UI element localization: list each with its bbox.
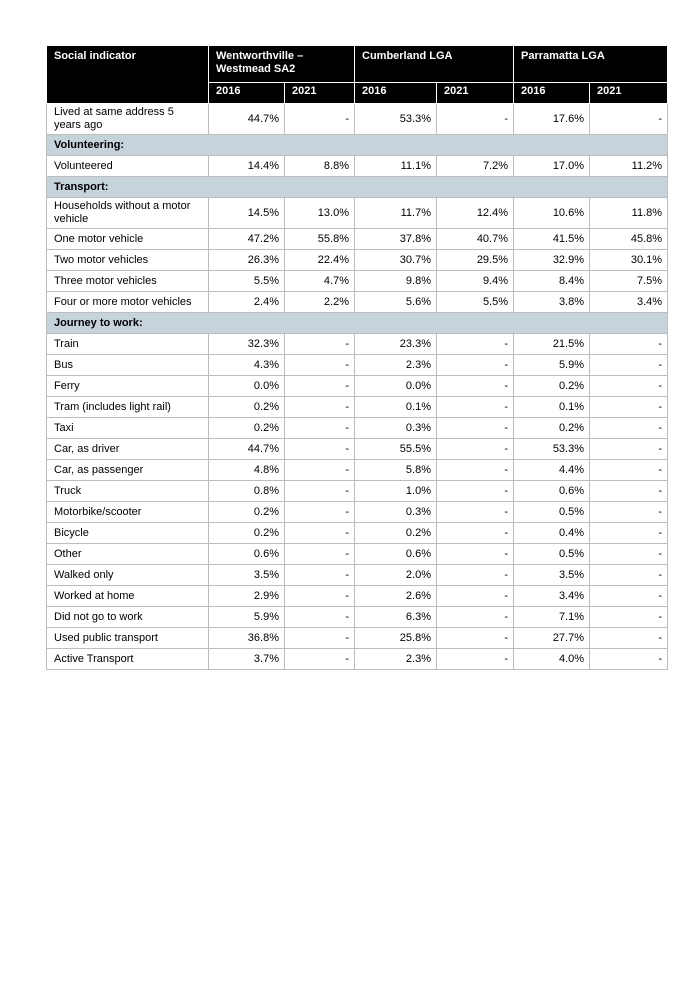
value-cell: 0.4% — [514, 523, 590, 544]
row-label: Car, as passenger — [47, 460, 209, 481]
value-cell: - — [590, 628, 668, 649]
value-cell: 14.4% — [209, 156, 285, 177]
row-label: Train — [47, 334, 209, 355]
value-cell: 0.8% — [209, 481, 285, 502]
value-cell: 4.4% — [514, 460, 590, 481]
value-cell: 6.3% — [355, 607, 437, 628]
value-cell: 0.0% — [209, 376, 285, 397]
value-cell: 37.8% — [355, 229, 437, 250]
value-cell: - — [285, 523, 355, 544]
value-cell: 5.5% — [437, 292, 514, 313]
value-cell: 5.5% — [209, 271, 285, 292]
value-cell: - — [437, 334, 514, 355]
value-cell: - — [590, 481, 668, 502]
value-cell: 4.3% — [209, 355, 285, 376]
value-cell: 10.6% — [514, 198, 590, 229]
value-cell: - — [590, 355, 668, 376]
value-cell: - — [285, 334, 355, 355]
value-cell: 0.2% — [209, 418, 285, 439]
value-cell: - — [437, 544, 514, 565]
value-cell: 0.0% — [355, 376, 437, 397]
value-cell: 30.7% — [355, 250, 437, 271]
row-label: Other — [47, 544, 209, 565]
value-cell: 23.3% — [355, 334, 437, 355]
value-cell: 2.4% — [209, 292, 285, 313]
value-cell: - — [437, 418, 514, 439]
value-cell: 55.5% — [355, 439, 437, 460]
row-label: Ferry — [47, 376, 209, 397]
value-cell: 0.5% — [514, 502, 590, 523]
value-cell: - — [590, 418, 668, 439]
row-label: Active Transport — [47, 649, 209, 670]
value-cell: 1.0% — [355, 481, 437, 502]
value-cell: 36.8% — [209, 628, 285, 649]
value-cell: 0.1% — [514, 397, 590, 418]
row-label: Four or more motor vehicles — [47, 292, 209, 313]
table-row — [47, 628, 668, 649]
value-cell: 7.2% — [437, 156, 514, 177]
header-year: 2021 — [285, 83, 355, 104]
value-cell: 13.0% — [285, 198, 355, 229]
value-cell: 0.2% — [514, 418, 590, 439]
value-cell: 12.4% — [437, 198, 514, 229]
row-label: Households without a motor vehicle — [47, 198, 209, 229]
value-cell: 53.3% — [355, 104, 437, 135]
value-cell: 5.8% — [355, 460, 437, 481]
row-label: Tram (includes light rail) — [47, 397, 209, 418]
value-cell: - — [437, 607, 514, 628]
value-cell: 47.2% — [209, 229, 285, 250]
value-cell: 2.3% — [355, 649, 437, 670]
value-cell: 3.4% — [590, 292, 668, 313]
value-cell: - — [285, 628, 355, 649]
value-cell: 3.5% — [514, 565, 590, 586]
value-cell: 0.3% — [355, 418, 437, 439]
value-cell: - — [590, 439, 668, 460]
value-cell: 0.2% — [514, 376, 590, 397]
value-cell: - — [437, 460, 514, 481]
value-cell: 17.0% — [514, 156, 590, 177]
value-cell: - — [285, 355, 355, 376]
value-cell: 0.2% — [209, 397, 285, 418]
section-row — [47, 313, 668, 334]
value-cell: 4.0% — [514, 649, 590, 670]
table-row — [47, 250, 668, 271]
value-cell: - — [285, 439, 355, 460]
value-cell: 45.8% — [590, 229, 668, 250]
table-row — [47, 397, 668, 418]
value-cell: - — [285, 586, 355, 607]
value-cell: - — [590, 376, 668, 397]
value-cell: 44.7% — [209, 439, 285, 460]
value-cell: - — [590, 649, 668, 670]
value-cell: 14.5% — [209, 198, 285, 229]
table-body — [47, 104, 668, 670]
value-cell: 4.8% — [209, 460, 285, 481]
row-label: Bus — [47, 355, 209, 376]
row-label: Two motor vehicles — [47, 250, 209, 271]
section-label: Volunteering: — [47, 135, 668, 156]
value-cell: - — [285, 481, 355, 502]
value-cell: - — [590, 607, 668, 628]
social-indicator-table — [46, 45, 668, 670]
section-label: Journey to work: — [47, 313, 668, 334]
row-label: One motor vehicle — [47, 229, 209, 250]
value-cell: 9.8% — [355, 271, 437, 292]
value-cell: - — [590, 586, 668, 607]
table-header — [47, 46, 668, 104]
row-label: Volunteered — [47, 156, 209, 177]
row-label: Three motor vehicles — [47, 271, 209, 292]
value-cell: 11.2% — [590, 156, 668, 177]
table-row — [47, 156, 668, 177]
row-label: Lived at same address 5 years ago — [47, 104, 209, 135]
table-row — [47, 355, 668, 376]
value-cell: - — [285, 418, 355, 439]
table-row — [47, 565, 668, 586]
row-label: Taxi — [47, 418, 209, 439]
value-cell: 0.5% — [514, 544, 590, 565]
value-cell: 0.1% — [355, 397, 437, 418]
value-cell: 11.7% — [355, 198, 437, 229]
value-cell: - — [285, 502, 355, 523]
value-cell: 41.5% — [514, 229, 590, 250]
value-cell: - — [590, 565, 668, 586]
header-year: 2016 — [209, 83, 285, 104]
value-cell: - — [590, 544, 668, 565]
value-cell: 22.4% — [285, 250, 355, 271]
value-cell: 2.0% — [355, 565, 437, 586]
value-cell: 40.7% — [437, 229, 514, 250]
table-row — [47, 271, 668, 292]
value-cell: 3.8% — [514, 292, 590, 313]
value-cell: - — [437, 649, 514, 670]
value-cell: - — [437, 502, 514, 523]
section-label: Transport: — [47, 177, 668, 198]
table-row — [47, 104, 668, 135]
value-cell: 2.9% — [209, 586, 285, 607]
table-row — [47, 292, 668, 313]
row-label: Bicycle — [47, 523, 209, 544]
value-cell: - — [590, 502, 668, 523]
value-cell: - — [590, 523, 668, 544]
row-label: Worked at home — [47, 586, 209, 607]
header-parramatta-lga: Parramatta LGA — [514, 46, 668, 83]
value-cell: - — [437, 628, 514, 649]
table-row — [47, 481, 668, 502]
table-row — [47, 607, 668, 628]
value-cell: - — [437, 397, 514, 418]
value-cell: 32.3% — [209, 334, 285, 355]
value-cell: - — [437, 355, 514, 376]
table-row — [47, 376, 668, 397]
value-cell: 25.8% — [355, 628, 437, 649]
value-cell: 3.4% — [514, 586, 590, 607]
table-row — [47, 418, 668, 439]
value-cell: 7.5% — [590, 271, 668, 292]
value-cell: - — [437, 586, 514, 607]
header-year: 2016 — [514, 83, 590, 104]
value-cell: - — [285, 397, 355, 418]
value-cell: 2.6% — [355, 586, 437, 607]
value-cell: 29.5% — [437, 250, 514, 271]
header-year: 2016 — [355, 83, 437, 104]
value-cell: 26.3% — [209, 250, 285, 271]
value-cell: 11.8% — [590, 198, 668, 229]
value-cell: 17.6% — [514, 104, 590, 135]
section-row — [47, 135, 668, 156]
table-row — [47, 523, 668, 544]
table-row — [47, 586, 668, 607]
table-row — [47, 502, 668, 523]
value-cell: 5.6% — [355, 292, 437, 313]
table-row — [47, 460, 668, 481]
value-cell: 9.4% — [437, 271, 514, 292]
value-cell: 4.7% — [285, 271, 355, 292]
value-cell: - — [590, 334, 668, 355]
table-row — [47, 198, 668, 229]
value-cell: 11.1% — [355, 156, 437, 177]
value-cell: - — [437, 439, 514, 460]
value-cell: 0.6% — [514, 481, 590, 502]
value-cell: - — [285, 565, 355, 586]
value-cell: 30.1% — [590, 250, 668, 271]
row-label: Car, as driver — [47, 439, 209, 460]
value-cell: 8.4% — [514, 271, 590, 292]
value-cell: 2.3% — [355, 355, 437, 376]
value-cell: - — [437, 565, 514, 586]
value-cell: - — [437, 376, 514, 397]
value-cell: 27.7% — [514, 628, 590, 649]
value-cell: - — [437, 104, 514, 135]
value-cell: 0.6% — [209, 544, 285, 565]
header-year: 2021 — [437, 83, 514, 104]
value-cell: - — [437, 523, 514, 544]
table-row — [47, 649, 668, 670]
value-cell: - — [285, 460, 355, 481]
value-cell: 0.2% — [209, 502, 285, 523]
header-cumberland-lga: Cumberland LGA — [355, 46, 514, 83]
value-cell: 0.6% — [355, 544, 437, 565]
value-cell: - — [285, 649, 355, 670]
value-cell: 44.7% — [209, 104, 285, 135]
value-cell: - — [590, 397, 668, 418]
row-label: Truck — [47, 481, 209, 502]
value-cell: 8.8% — [285, 156, 355, 177]
row-label: Motorbike/scooter — [47, 502, 209, 523]
value-cell: - — [285, 104, 355, 135]
table-row — [47, 229, 668, 250]
value-cell: - — [285, 607, 355, 628]
value-cell: - — [590, 104, 668, 135]
table-row — [47, 439, 668, 460]
value-cell: 21.5% — [514, 334, 590, 355]
value-cell: 5.9% — [514, 355, 590, 376]
value-cell: - — [437, 481, 514, 502]
value-cell: 0.2% — [209, 523, 285, 544]
value-cell: 2.2% — [285, 292, 355, 313]
value-cell: 32.9% — [514, 250, 590, 271]
section-row — [47, 177, 668, 198]
value-cell: 55.8% — [285, 229, 355, 250]
row-label: Walked only — [47, 565, 209, 586]
value-cell: 7.1% — [514, 607, 590, 628]
row-label: Did not go to work — [47, 607, 209, 628]
header-wentworthville-westmead: Wentworthville – Westmead SA2 — [209, 46, 355, 83]
value-cell: 0.2% — [355, 523, 437, 544]
table-row — [47, 544, 668, 565]
header-year: 2021 — [590, 83, 668, 104]
value-cell: 3.7% — [209, 649, 285, 670]
header-social-indicator: Social indicator — [47, 46, 209, 104]
row-label: Used public transport — [47, 628, 209, 649]
value-cell: 0.3% — [355, 502, 437, 523]
value-cell: - — [285, 544, 355, 565]
value-cell: - — [285, 376, 355, 397]
value-cell: 5.9% — [209, 607, 285, 628]
table-row — [47, 334, 668, 355]
value-cell: 3.5% — [209, 565, 285, 586]
value-cell: - — [590, 460, 668, 481]
value-cell: 53.3% — [514, 439, 590, 460]
